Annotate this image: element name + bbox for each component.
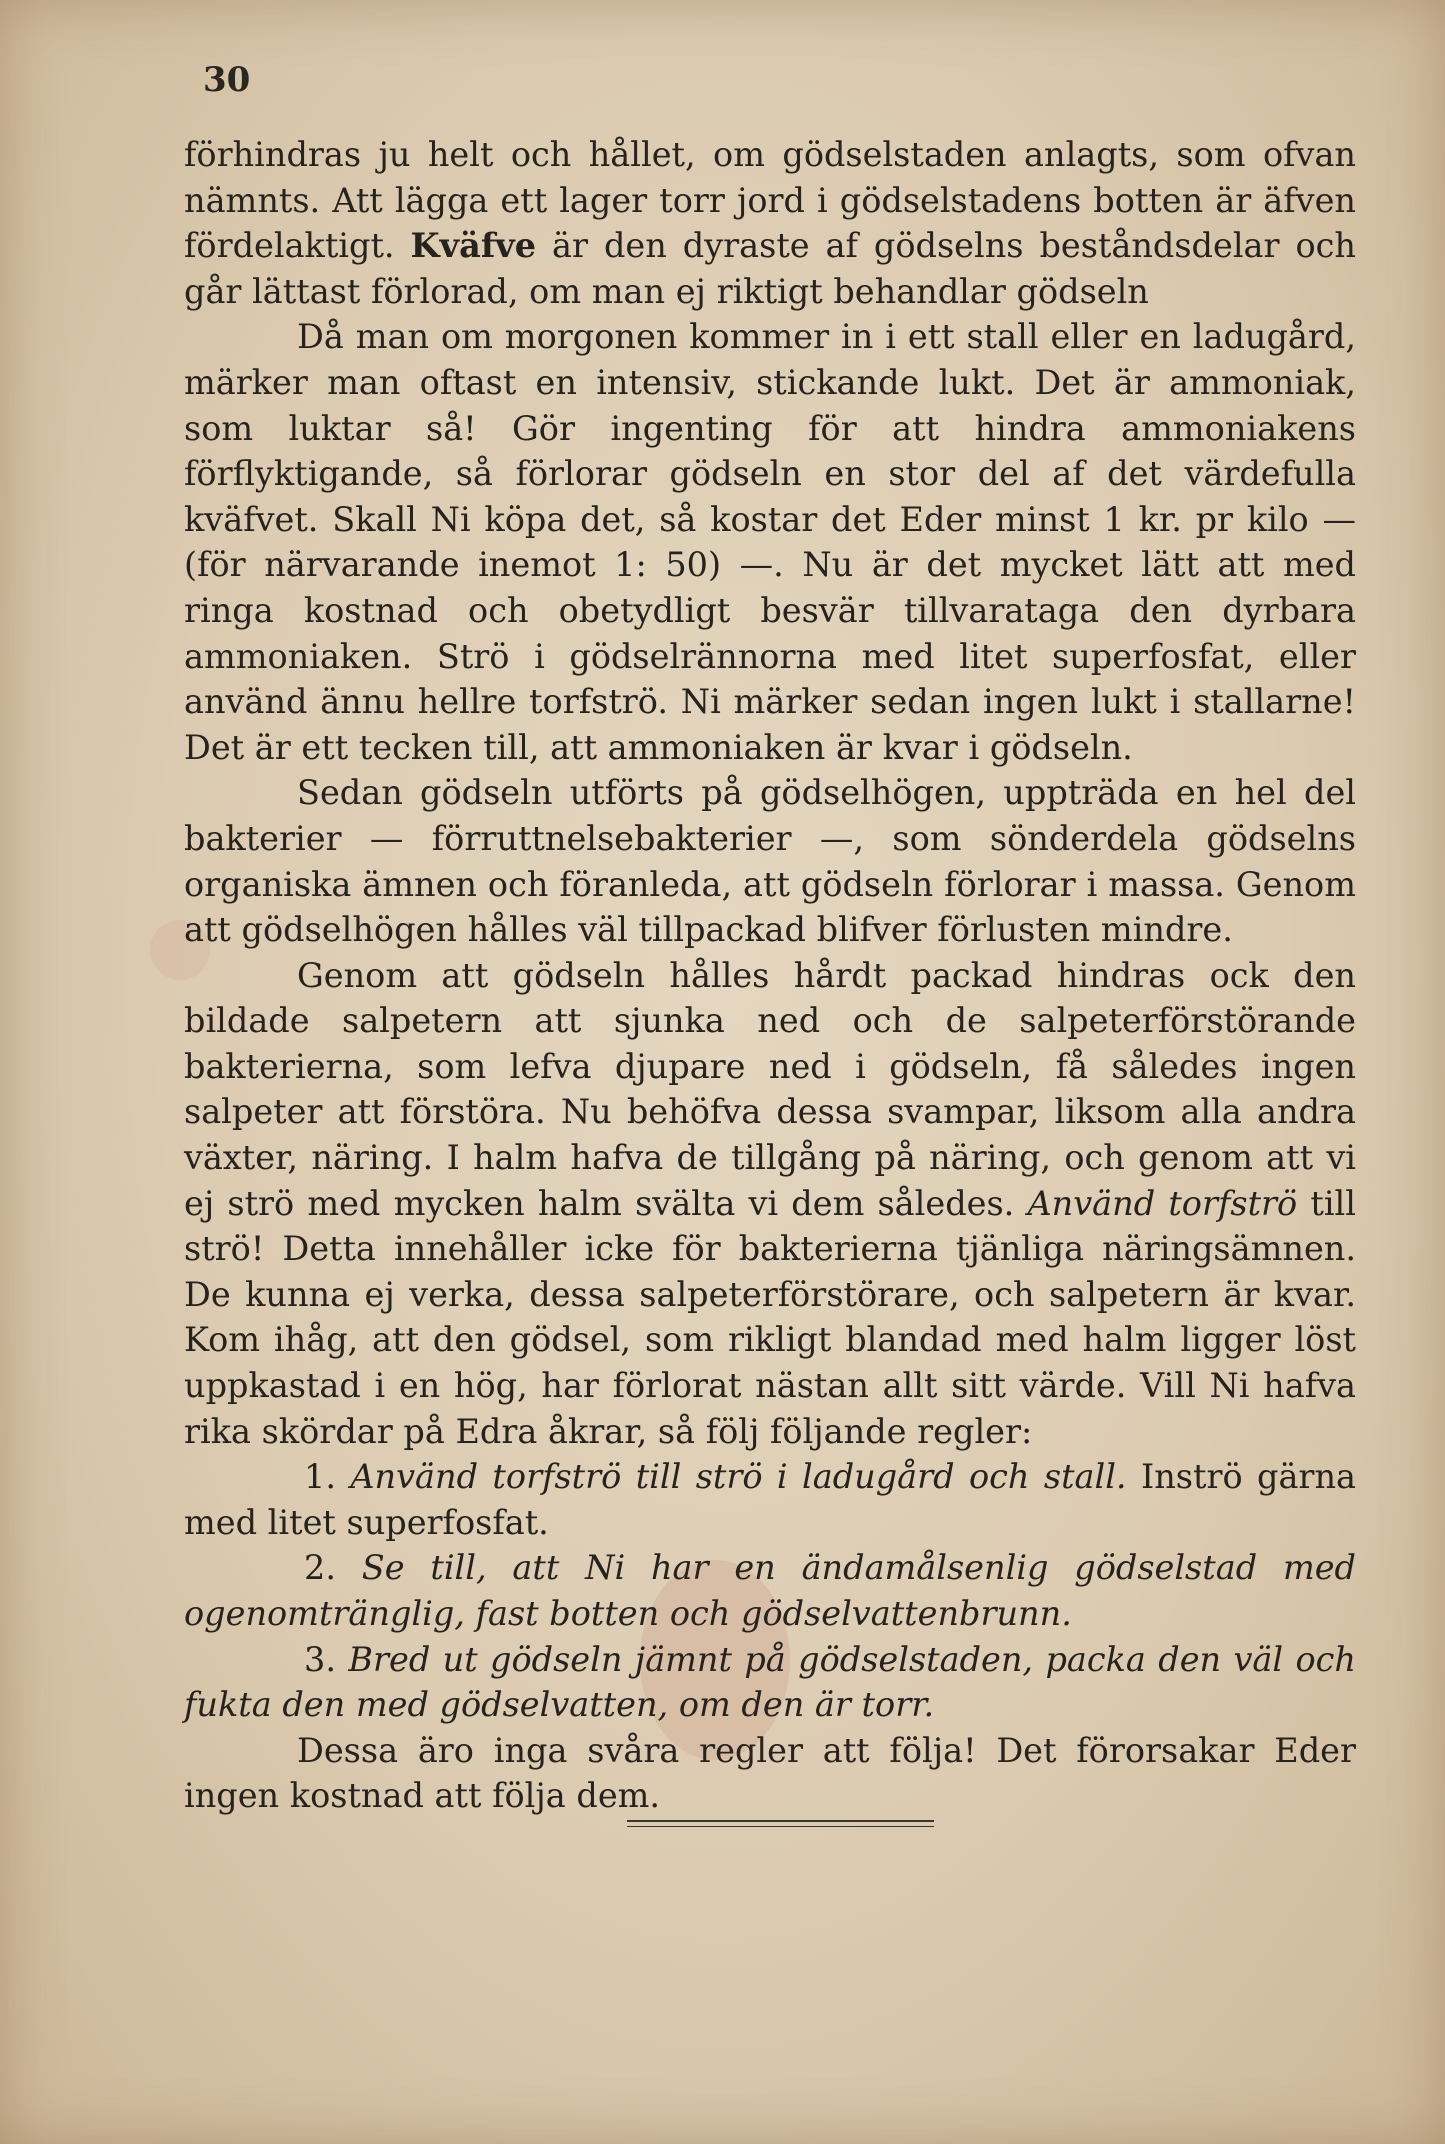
text-segment: 2. bbox=[304, 1548, 362, 1588]
paragraph-p1 bbox=[184, 132, 1356, 314]
paragraph-p7 bbox=[184, 1637, 1356, 1728]
text-segment: 3. bbox=[304, 1639, 349, 1679]
text-segment: 1. bbox=[304, 1457, 351, 1497]
text-segment: Använd torfströ till strö i ladugård och stall. bbox=[350, 1457, 1127, 1497]
page-number: 30 bbox=[203, 60, 251, 100]
text-segment: Bred ut gödseln jämnt på gödselstaden, packa den väl och fukta den med gödselvatten, om den är torr. bbox=[184, 1639, 1356, 1725]
text-segment: Inströ gärna med litet superfosfat. bbox=[184, 1457, 1356, 1542]
text-segment: är den dyraste af gödselns beståndsdelar och går lättast förlorad, om man ej riktigt behandlar gödseln bbox=[184, 226, 1356, 311]
paragraph-p4 bbox=[184, 953, 1356, 1455]
text-segment: Då man om morgonen kommer in i ett stall eller en ladugård, märker man oftast en intensiv, stickande lukt. Det är ammoniak, som luktar så! Gör ingenting för att hindra ammoniakens förflyktigande, så förlorar gödseln en stor del af det värdefulla kväfvet. Skall Ni köpa det, så kostar det Eder minst 1 kr. pr kilo — (för närvarande inemot 1: 50) —. Nu är det mycket lätt att med ringa kostnad och obetydligt besvär tillvaratagа den dyrbara ammoniaken. Strö i gödselrännorna med litet superfosfat, eller använd ännu hellre torfströ. Ni märker sedan ingen lukt i stallarne! Det är ett tecken till, att ammoniaken är kvar i gödseln. bbox=[184, 317, 1356, 767]
text-segment: Genom att gödseln hålles hårdt packad hindras ock den bildade salpetern att sjunka ned och de salpeterförstörande bakterierna, som lefva djupare ned i gödseln, få således ingen salpeter att förstöra. Nu behöfva dessa svampar, liksom alla andra växter, näring. I halm hafva de tillgång på näring, och genom att vi ej strö med mycken halm svälta vi dem således. bbox=[184, 955, 1356, 1223]
paragraph-p5 bbox=[184, 1454, 1356, 1545]
text-segment: Se till, att Ni har en ändamålsenlig gödselstad med ogenomtränglig, fast botten och gödselvattenbrunn. bbox=[184, 1548, 1356, 1633]
paragraph-p2 bbox=[184, 314, 1356, 770]
text-segment: Dessa äro inga svåra regler att följa! Det förorsakar Eder ingen kostnad att följa dem. bbox=[184, 1730, 1356, 1816]
paragraph-p3 bbox=[184, 770, 1356, 952]
text-segment: till strö! Detta innehåller icke för bakterierna tjänliga näringsämnen. De kunna ej verka, dessa salpeterförstörare, och salpetern är kvar. Kom ihåg, att den gödsel, som rikligt blandad med halm ligger löst uppkastad i en hög, har förlorat nästan allt sitt värde. Vill Ni hafva rika skördar på Edra åkrar, så följ följande regler: bbox=[184, 1183, 1356, 1451]
text-segment: förhindras ju helt och hållet, om gödselstaden anlagts, som ofvan nämnts. Att lägga ett lager torr jord i gödselstadens botten är äfven fördelaktigt. bbox=[184, 135, 1356, 266]
end-divider bbox=[627, 1820, 934, 1827]
paragraph-p6 bbox=[184, 1545, 1356, 1636]
text-segment: Använd torfströ bbox=[1027, 1183, 1298, 1223]
body-text bbox=[184, 132, 1356, 1819]
paragraph-p8 bbox=[184, 1728, 1356, 1819]
text-segment: Kväfve bbox=[410, 226, 537, 266]
text-segment: Sedan gödseln utförts på gödselhögen, uppträda en hel del bakterier — förruttnelsebakterier —, som sönderdela gödselns organiska ämnen och föranleda, att gödseln förlorar i massa. Genom att gödselhögen hålles väl tillpackad blifver förlusten mindre. bbox=[184, 773, 1356, 950]
